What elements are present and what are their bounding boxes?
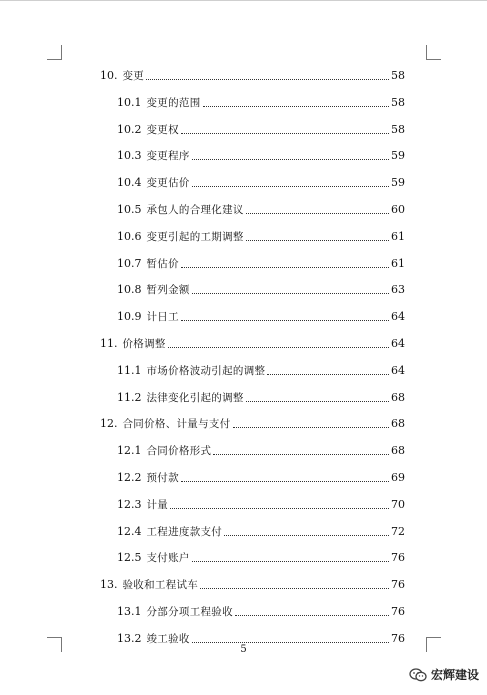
toc-entry-title: 工程进度款支付: [146, 525, 223, 538]
toc-dot-leader: [181, 132, 389, 134]
toc-entry-title: 计日工: [146, 311, 179, 324]
toc-entry-number: 12.3: [117, 497, 142, 511]
toc-entry-title: 暂列金额: [146, 284, 190, 297]
toc-entry[interactable]: [117, 385, 405, 405]
toc-entry[interactable]: [117, 197, 405, 217]
toc-dot-leader: [213, 453, 389, 455]
toc-entry-title: 分部分项工程验收: [146, 606, 233, 618]
toc-entry-page: 76: [391, 578, 405, 592]
toc-entry-number: 10.9: [117, 310, 142, 324]
toc-entry-page: 64: [391, 363, 405, 377]
toc-entry[interactable]: [117, 170, 405, 190]
toc-entry-number: 13.1: [117, 605, 142, 618]
toc-entry-number: 11.1: [117, 363, 142, 377]
toc-entry-number: 10.5: [117, 203, 142, 216]
toc-dot-leader: [200, 587, 389, 589]
toc-entry-title: 变更的范围: [146, 96, 201, 109]
toc-entry-page: 64: [391, 310, 405, 324]
toc-entry-number: 10.7: [117, 256, 142, 270]
toc-dot-leader: [181, 319, 389, 321]
toc-dot-leader: [192, 641, 389, 643]
toc-entry-title: 计量: [146, 498, 169, 511]
toc-entry-page: 76: [391, 605, 405, 618]
toc-entry-title: 变更引起的工期调整: [146, 230, 244, 243]
watermark-text: 宏辉建设: [430, 668, 479, 682]
toc-entry-page: 61: [391, 229, 405, 243]
toc-entry-number: 10.4: [117, 176, 142, 190]
toc-entry-title: 支付账户: [146, 552, 190, 565]
toc-entry-title: 承包人的合理化建议: [146, 204, 244, 216]
page-number: 5: [240, 644, 247, 655]
toc-entry-number: 11.: [100, 337, 118, 350]
toc-entry-page: 59: [391, 176, 405, 190]
toc-entry[interactable]: [117, 599, 405, 619]
toc-entry-number: 10.: [100, 69, 118, 82]
toc-entry-page: 76: [391, 551, 405, 565]
toc-entry-title: 合同价格形式: [146, 445, 212, 458]
toc-entry-number: 12.2: [117, 471, 142, 484]
toc-entry-page: 58: [391, 122, 405, 136]
toc-entry-page: 59: [391, 149, 405, 163]
toc-entry[interactable]: [117, 465, 405, 485]
toc-entry-number: 11.2: [117, 390, 142, 404]
toc-entry[interactable]: [117, 492, 405, 512]
toc-entry-title: 市场价格波动引起的调整: [146, 364, 266, 377]
toc-entry[interactable]: [117, 438, 405, 458]
toc-dot-leader: [168, 346, 389, 348]
toc-dot-leader: [267, 373, 389, 375]
toc-entry-page: 63: [391, 283, 405, 297]
toc-entry-title: 变更: [122, 70, 145, 82]
toc-entry-page: 58: [391, 69, 405, 82]
toc-entry-number: 10.1: [117, 95, 142, 109]
toc-entry-title: 验收和工程试车: [122, 579, 199, 592]
toc-entry[interactable]: [117, 143, 405, 163]
toc-entry-page: 70: [391, 497, 405, 511]
crop-mark-top-right: [426, 45, 441, 60]
toc-entry[interactable]: [117, 277, 405, 297]
toc-entry-page: 72: [391, 524, 405, 538]
toc-entry-number: 10.2: [117, 122, 142, 136]
toc-entry[interactable]: [117, 251, 405, 271]
toc-entry-title: 合同价格、计量与支付: [122, 418, 231, 431]
toc-dot-leader: [192, 560, 389, 562]
toc-entry-number: 13.2: [117, 631, 142, 645]
toc-dot-leader: [246, 400, 389, 402]
toc-entry-page: 69: [391, 471, 405, 484]
toc-dot-leader: [192, 292, 389, 294]
toc-entry-number: 10.6: [117, 229, 142, 243]
toc-dot-leader: [203, 105, 390, 107]
toc-entry[interactable]: [100, 411, 405, 431]
toc-entry-number: 13.: [100, 578, 118, 592]
crop-mark-top-left: [47, 45, 62, 60]
toc-dot-leader: [246, 239, 389, 241]
toc-entry-title: 暂估价: [146, 257, 179, 270]
toc-entry[interactable]: [117, 90, 405, 110]
toc-entry[interactable]: [100, 63, 405, 83]
wechat-icon: [409, 667, 427, 683]
toc-entry[interactable]: [117, 304, 405, 324]
toc-entry[interactable]: [117, 545, 405, 565]
toc-dot-leader: [235, 614, 389, 616]
toc-entry[interactable]: [100, 331, 405, 351]
toc-dot-leader: [192, 158, 389, 160]
toc-entry-title: 竣工验收: [146, 632, 190, 645]
toc-entry-number: 12.: [100, 417, 118, 431]
toc-entry-number: 12.5: [117, 551, 142, 565]
toc-entry[interactable]: [117, 626, 405, 646]
toc-entry-number: 12.4: [117, 524, 142, 538]
toc-dot-leader: [146, 78, 389, 80]
toc-entry-page: 60: [391, 203, 405, 216]
toc-dot-leader: [181, 266, 389, 268]
toc-entry-title: 变更程序: [146, 150, 190, 163]
toc-entry-title: 变更估价: [146, 177, 190, 190]
toc-dot-leader: [246, 212, 389, 214]
toc-dot-leader: [170, 507, 389, 509]
toc-entry[interactable]: [117, 224, 405, 244]
toc-entry-number: 10.8: [117, 283, 142, 297]
watermark: [409, 666, 479, 683]
toc-entry-title: 法律变化引起的调整: [146, 391, 244, 404]
toc-entry-page: 61: [391, 256, 405, 270]
toc-entry-page: 58: [391, 95, 405, 109]
toc-entry-page: 68: [391, 444, 405, 458]
toc-dot-leader: [181, 480, 389, 482]
toc-entry-number: 12.1: [117, 444, 142, 458]
toc-entry-page: 68: [391, 390, 405, 404]
toc-entry[interactable]: [117, 519, 405, 539]
toc-entry[interactable]: [117, 358, 405, 378]
toc-entry-page: 68: [391, 417, 405, 431]
toc-entry-page: 76: [391, 631, 405, 645]
toc-entry-title: 预付款: [146, 472, 179, 484]
toc-entry-title: 价格调整: [122, 338, 166, 350]
toc-dot-leader: [192, 185, 389, 187]
toc-entry-number: 10.3: [117, 149, 142, 163]
toc-entry-title: 变更权: [146, 123, 179, 136]
toc-entry[interactable]: [117, 117, 405, 137]
toc-dot-leader: [233, 426, 390, 428]
toc-dot-leader: [224, 534, 389, 536]
toc-entry-page: 64: [391, 337, 405, 350]
toc-entry[interactable]: [100, 572, 405, 592]
